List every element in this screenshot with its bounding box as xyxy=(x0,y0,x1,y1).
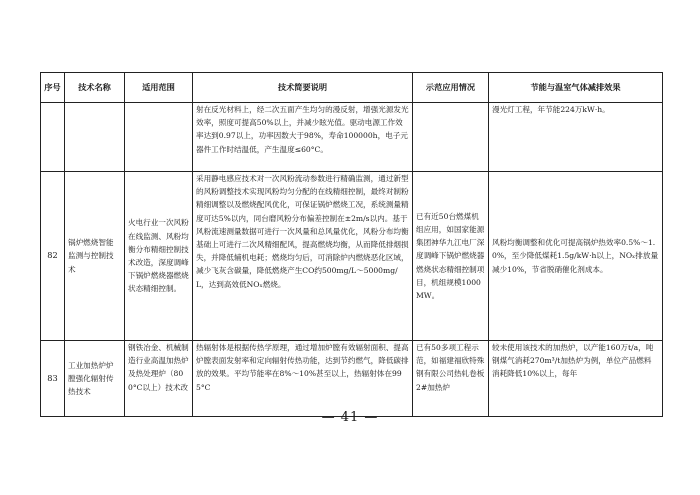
header-description: 技术简要说明 xyxy=(193,73,413,103)
cell-seq: 82 xyxy=(41,172,65,341)
header-scope: 适用范围 xyxy=(125,73,193,103)
header-tech-name: 技术名称 xyxy=(65,73,125,103)
header-seq: 序号 xyxy=(41,73,65,103)
table-row-83 xyxy=(41,341,663,417)
header-demo-application: 示范应用情况 xyxy=(413,73,489,103)
cell-tech-name xyxy=(65,103,125,172)
cell-scope: 钢铁冶金、机械制造行业高温加热炉及热处理炉（800°C以上）技术改 xyxy=(125,341,193,417)
cell-description: 采用静电感应技术对一次风粉流动参数进行精确监测，通过新型的风粉调整技术实现风粉均匀分配的在线精细控制，最终对制粉精细调整以及燃烧配风优化，可保证锅炉燃烧工况，系统测量精度可达5%以内，同台磨风粉分布偏差控制在±2m/s以内。基于风粉流速测量数据可进行一次风量和总风量优化，风粉分布均衡基础上可进行二次风精细配风，提高燃烧均衡，从而降低排烟损失，并降低辅机电耗；燃烧均匀后，可消除炉内燃烧恶化区域，减少飞灰含碳量，降低燃烧产生CO约500mg/L～5000mg/L，达到高效低NOₓ燃烧。 xyxy=(193,172,413,341)
cell-saving-effect: 风粉均衡调整和优化可提高锅炉热效率0.5%～1.0%，至少降低煤耗1.5g/kW·h以上，NOₓ排放量减少10%，节省脱硝催化剂成本。 xyxy=(489,172,663,341)
cell-demo-application xyxy=(413,103,489,172)
table-header-row xyxy=(41,73,663,103)
page-number: — 41 — xyxy=(321,410,379,425)
table-row-continued xyxy=(41,103,663,172)
cell-seq xyxy=(41,103,65,172)
cell-saving-effect: 漫光灯工程，年节能224万kW·h。 xyxy=(489,103,663,172)
cell-seq: 83 xyxy=(41,341,65,417)
cell-demo-application: 已有近50台燃煤机组应用，如国家能源集团神华九江电厂深度调峰下锅炉燃烧器燃烧状态精细控制项目，机组规模1000MW。 xyxy=(413,172,489,341)
table-row-82 xyxy=(41,172,663,341)
technology-table xyxy=(40,72,663,417)
cell-description: 热辐射体是根据传热学原理，通过增加炉膛有效辐射面积、提高炉膛表面发射率和定向辐射传热功能，达到节约燃气，降低碳排放的效果。平均节能率在8%～10%甚至以上，热辐射体在995°C xyxy=(193,341,413,417)
cell-tech-name: 锅炉燃烧智能监测与控制技术 xyxy=(65,172,125,341)
cell-description: 射在反光材料上，经二次五面产生均匀的漫反射，增强光源发光效率，照度可提高50%以上，并减少眩光值。驱动电源工作效率达到0.97以上，功率因数大于98%，寿命100000h，电子元器件工作时结温低，产生温度≤60°C。 xyxy=(193,103,413,172)
technology-table-page xyxy=(40,72,662,417)
header-saving-effect: 节能与温室气体减排效果 xyxy=(489,73,663,103)
cell-scope: 火电行业一次风粉在线监测、风粉均衡分布精细控制技术改造，深度调峰下锅炉燃烧器燃烧状态精细控制。 xyxy=(125,172,193,341)
cell-demo-application: 已有50多项工程示范，如福建福欣特殊钢有限公司热轧卷板2#加热炉 xyxy=(413,341,489,417)
cell-saving-effect: 较未使用该技术的加热炉，以产能160万t/a，吨钢煤气消耗270m³/t加热炉为例，单位产品燃料消耗降低10%以上，每年 xyxy=(489,341,663,417)
cell-tech-name: 工业加热炉炉膛强化辐射传热技术 xyxy=(65,341,125,417)
cell-scope xyxy=(125,103,193,172)
